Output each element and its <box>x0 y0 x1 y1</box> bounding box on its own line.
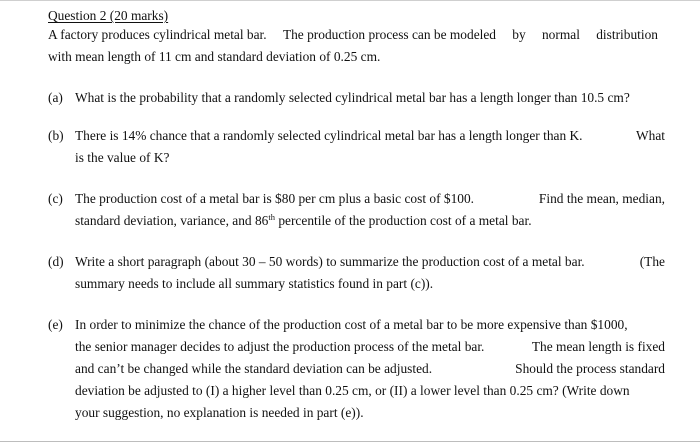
part-text: In order to minimize the chance of the production cost of a metal bar to be more expensive than $1000, the senior manager decides to adjust the production process of the metal bar. The mean length is fixed and can’t be changed while the standard deviation can be adjusted. Should the process standard deviation be adjusted to (I) a higher level than 0.25 cm, or (II) a lower level than 0.25 cm? (Write down your suggestion, no explanation is needed in part (e)). <box>75 317 665 420</box>
part-text: Write a short paragraph (about 30 – 50 words) to summarize the production cost of a metal bar. (The summary needs to include all summary statistics found in part (c)). <box>75 254 665 291</box>
part-label: (b) <box>48 128 64 143</box>
question-heading: Question 2 (20 marks) <box>48 8 169 23</box>
bottom-divider <box>0 441 700 442</box>
part-label: (e) <box>48 317 63 332</box>
top-divider <box>0 0 700 1</box>
part-text: There is 14% chance that a randomly selected cylindrical metal bar has a length longer than K. What is the value of K? <box>75 128 665 165</box>
part-text: The production cost of a metal bar is $80 per cm plus a basic cost of $100. Find the mean, median, standard deviation, variance, and 86th percentile of the production cost of a metal bar. <box>75 191 665 228</box>
intro-line: with mean length of 11 cm and standard deviation of 0.25 cm. <box>48 49 381 64</box>
part-text: What is the probability that a randomly selected cylindrical metal bar has a length longer than 10.5 cm? <box>75 90 630 105</box>
part-label: (d) <box>48 254 64 269</box>
intro-line: A factory produces cylindrical metal bar. The production process can be modeled by normal distribution <box>48 27 658 42</box>
part-label: (c) <box>48 191 63 206</box>
part-label: (a) <box>48 90 63 105</box>
question-intro <box>48 24 658 68</box>
